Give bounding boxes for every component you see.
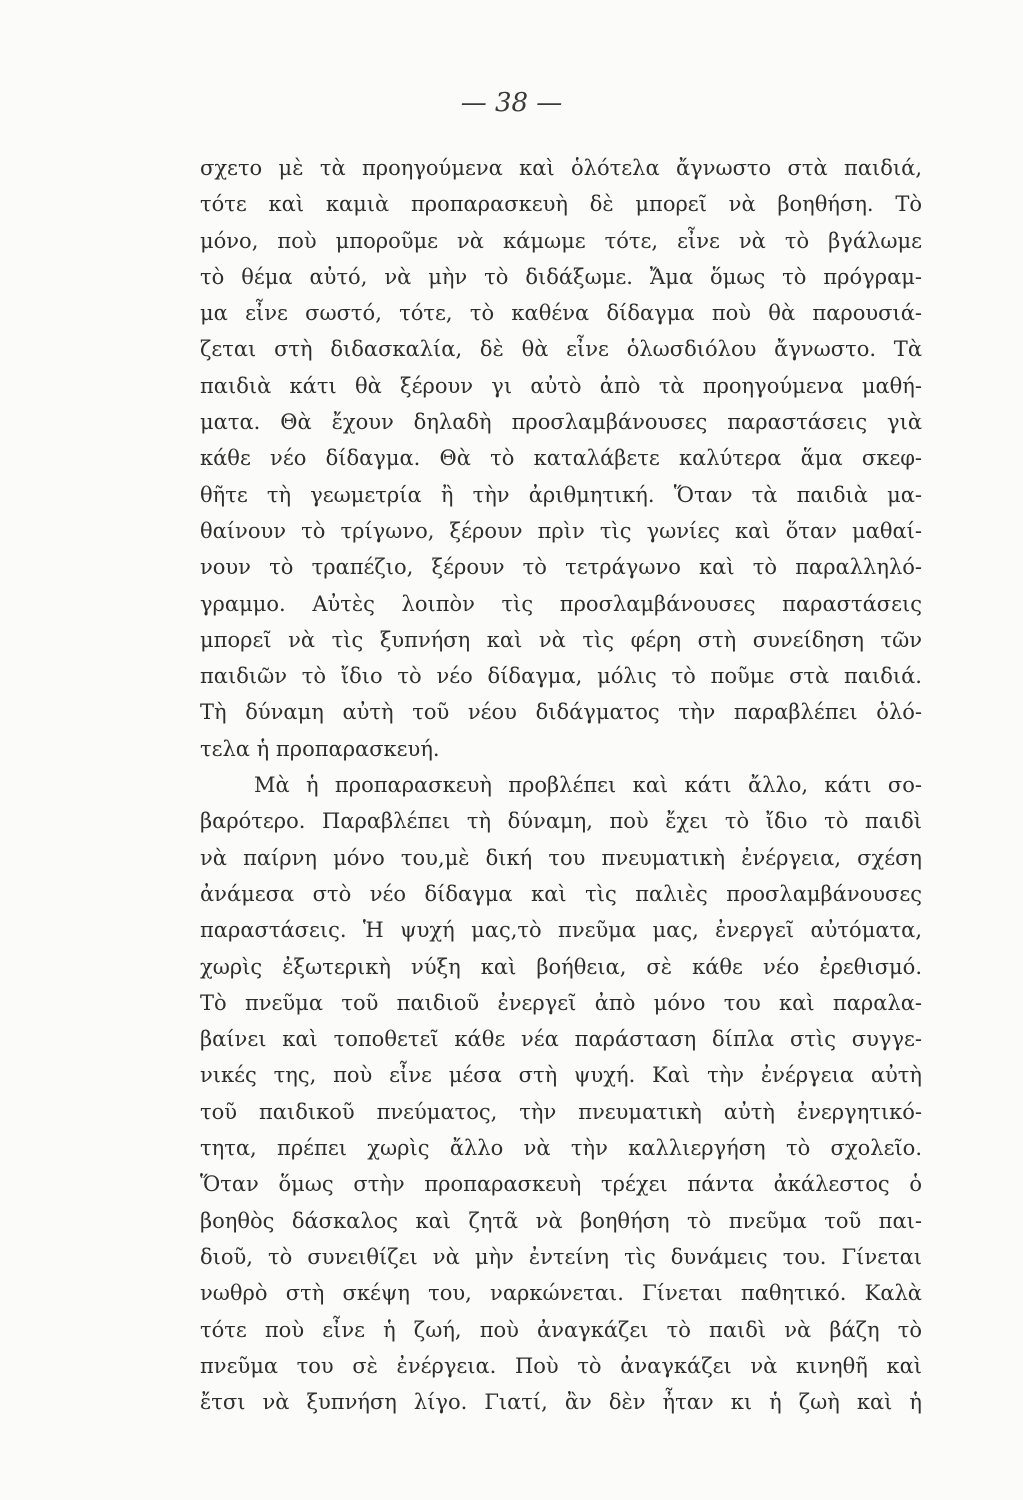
text-line: νωθρὸ στὴ σκέψη του, ναρκώνεται. Γίνεται παθητικό. Καλὰ <box>200 1281 922 1306</box>
page-number: — 38 — <box>460 88 563 118</box>
text-line: βοηθὸς δάσκαλος καὶ ζητᾶ νὰ βοηθήση τὸ πνεῦμα τοῦ παι- <box>200 1208 922 1233</box>
text-line: βαρότερο. Παραβλέπει τὴ δύναμη, ποὺ ἔχει τὸ ἴδιο τὸ παιδὶ <box>200 809 922 834</box>
text-line: τότε ποὺ εἶνε ἡ ζωή, ποὺ ἀναγκάζει τὸ παιδὶ νὰ βάζη τὸ <box>200 1317 922 1342</box>
text-line: θαίνουν τὸ τρίγωνο, ξέρουν πρὶν τὶς γωνίες καὶ ὅταν μαθαί- <box>200 518 922 543</box>
text-line: χωρὶς ἐξωτερικὴ νύξη καὶ βοήθεια, σὲ κάθε νέο ἐρεθισμό. <box>200 954 922 979</box>
text-line: ἀνάμεσα στὸ νέο δίδαγμα καὶ τὶς παλιὲς προσλαμβάνουσες <box>200 881 922 906</box>
body-text <box>200 150 922 1420</box>
text-line: κάθε νέο δίδαγμα. Θὰ τὸ καταλάβετε καλύτερα ἅμα σκεφ- <box>200 446 922 471</box>
text-line: βαίνει καὶ τοποθετεῖ κάθε νέα παράσταση δίπλα στὶς συγγε- <box>200 1027 922 1052</box>
text-line: τοῦ παιδικοῦ πνεύματος, τὴν πνευματικὴ αὐτὴ ἐνεργητικό- <box>200 1099 922 1124</box>
text-line: Τὴ δύναμη αὐτὴ τοῦ νέου διδάγματος τὴν παραβλέπει ὁλό- <box>200 700 922 725</box>
text-line: τητα, πρέπει χωρὶς ἄλλο νὰ τὴν καλλιεργήση τὸ σχολεῖο. <box>200 1136 922 1161</box>
text-line: μα εἶνε σωστό, τότε, τὸ καθένα δίδαγμα ποὺ θὰ παρουσιά- <box>200 301 922 326</box>
text-line: νικές της, ποὺ εἶνε μέσα στὴ ψυχή. Καὶ τὴν ἐνέργεια αὐτὴ <box>200 1063 922 1088</box>
text-line: νὰ παίρνη μόνο του,μὲ δική του πνευματικὴ ἐνέργεια, σχέση <box>200 845 922 870</box>
text-line: γραμμο. Αὐτὲς λοιπὸν τὶς προσλαμβάνουσες παραστάσεις <box>200 591 922 616</box>
text-line: ματα. Θὰ ἔχουν δηλαδὴ προσλαμβάνουσες παραστάσεις γιὰ <box>200 410 922 435</box>
text-line: ζεται στὴ διδασκαλία, δὲ θὰ εἶνε ὁλωσδιόλου ἄγνωστο. Τὰ <box>200 337 922 362</box>
text-line: Τὸ πνεῦμα τοῦ παιδιοῦ ἐνεργεῖ ἀπὸ μόνο του καὶ παραλα- <box>200 990 922 1015</box>
text-line: Ὅταν ὅμως στὴν προπαρασκευὴ τρέχει πάντα ἀκάλεστος ὁ <box>200 1172 922 1197</box>
text-line: θῆτε τὴ γεωμετρία ἢ τὴν ἀριθμητική. Ὅταν τὰ παιδιὰ μα- <box>200 482 922 507</box>
text-line: παιδιῶν τὸ ἴδιο τὸ νέο δίδαγμα, μόλις τὸ ποῦμε στὰ παιδιά. <box>200 664 922 689</box>
text-line: παιδιὰ κάτι θὰ ξέρουν γι αὐτὸ ἀπὸ τὰ προηγούμενα μαθή- <box>200 373 922 398</box>
text-line: τότε καὶ καμιὰ προπαρασκευὴ δὲ μπορεῖ νὰ βοηθήση. Τὸ <box>200 192 922 217</box>
text-line: σχετο μὲ τὰ προηγούμενα καὶ ὁλότελα ἄγνωστο στὰ παιδιά, <box>200 156 922 180</box>
text-line: διοῦ, τὸ συνειθίζει νὰ μὴν ἐντείνη τὶς δυνάμεις του. Γίνεται <box>200 1244 922 1269</box>
text-line: πνεῦμα του σὲ ἐνέργεια. Ποὺ τὸ ἀναγκάζει νὰ κινηθῆ καὶ <box>200 1353 922 1378</box>
text-line: μπορεῖ νὰ τὶς ξυπνήση καὶ νὰ τὶς φέρη στὴ συνείδηση τῶν <box>200 627 922 652</box>
text-line: νουν τὸ τραπέζιο, ξέρουν τὸ τετράγωνο καὶ τὸ παραλληλό- <box>200 555 922 580</box>
text-line: μόνο, ποὺ μποροῦμε νὰ κάμωμε τότε, εἶνε νὰ τὸ βγάλωμε <box>200 228 922 253</box>
text-line: τὸ θέμα αὐτό, νὰ μὴν τὸ διδάξωμε. Ἄμα ὅμως τὸ πρόγραμ- <box>200 264 922 289</box>
text-line: Μὰ ἡ προπαρασκευὴ προβλέπει καὶ κάτι ἄλλο, κάτι σο- <box>254 773 922 798</box>
text-line: ἔτσι νὰ ξυπνήση λίγο. Γιατί, ἂν δὲν ἦταν κι ἡ ζωὴ καὶ ἡ <box>200 1390 922 1415</box>
text-line: τελα ἡ προπαρασκευή. <box>200 736 440 761</box>
text-line: παραστάσεις. Ἡ ψυχή μας,τὸ πνεῦμα μας, ἐνεργεῖ αὐτόματα, <box>200 918 922 943</box>
